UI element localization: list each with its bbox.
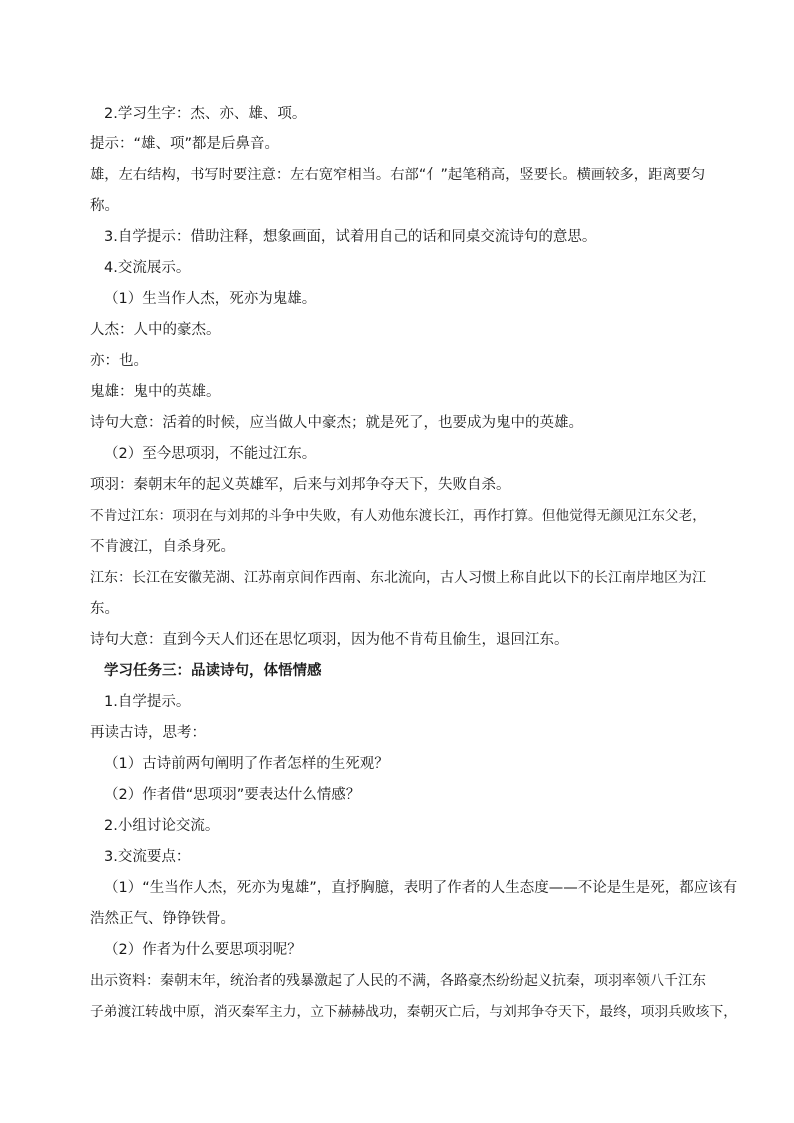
text-line: 雄，左右结构，书写时要注意：左右宽窄相当。右部“亻”起笔稍高，竖要长。横画较多，距离要匀: [90, 167, 706, 183]
text-line: （2）至今思项羽，不能过江东。: [104, 446, 317, 462]
text-line: 东。: [90, 601, 119, 617]
text-line: 出示资料：秦朝末年，统治者的残暴激起了人民的不满，各路豪杰纷纷起义抗秦，项羽率领八千江东: [90, 973, 706, 989]
text-line: 不肯过江东：项羽在与刘邦的斗争中失败，有人劝他东渡长江，再作打算。但他觉得无颜见江东父老，: [90, 508, 706, 524]
text-line: 诗句大意：活着的时候，应当做人中豪杰；就是死了，也要成为鬼中的英雄。: [90, 415, 583, 431]
text-line: 浩然正气、铮铮铁骨。: [90, 911, 235, 927]
text-line: 鬼雄：鬼中的英雄。: [90, 384, 221, 400]
text-line: （2）作者借“思项羽”要表达什么情感？: [104, 787, 361, 803]
text-line: 项羽：秦朝末年的起义英雄军，后来与刘邦争夺天下，失败自杀。: [90, 477, 511, 493]
text-line: 人杰：人中的豪杰。: [90, 322, 221, 338]
text-line: 再读古诗，思考：: [90, 725, 206, 741]
text-line: 子弟渡江转战中原，消灭秦军主力，立下赫赫战功，秦朝灭亡后，与刘邦争夺天下，最终，项羽兵败垓下，: [90, 1004, 737, 1020]
text-line: 江东：长江在安徽芜湖、江苏南京间作西南、东北流向，古人习惯上称自此以下的长江南岸地区为江: [90, 570, 706, 586]
text-line: 诗句大意：直到今天人们还在思忆项羽，因为他不肯苟且偷生，退回江东。: [90, 632, 569, 648]
text-line: （1）生当作人杰，死亦为鬼雄。: [104, 291, 317, 307]
text-line: 2.小组讨论交流。: [104, 818, 220, 834]
text-line: （2）作者为什么要思项羽呢？: [104, 942, 302, 958]
text-line: 不肯渡江，自杀身死。: [90, 539, 235, 555]
text-line: 3.交流要点：: [104, 849, 191, 865]
text-line: （1）“生当作人杰，死亦为鬼雄”，直抒胸臆，表明了作者的人生态度——不论是生是死，都应该有: [104, 880, 738, 896]
text-line: 提示：“雄、项”都是后鼻音。: [90, 136, 280, 152]
text-line: 亦：也。: [90, 353, 148, 369]
text-line: （1）古诗前两句阐明了作者怎样的生死观？: [104, 756, 389, 772]
text-line: 2.学习生字：杰、亦、雄、项。: [104, 106, 307, 122]
text-line: 4.交流展示。: [104, 260, 191, 276]
section-heading: 学习任务三：品读诗句，体悟情感: [104, 663, 322, 679]
text-line: 1.自学提示。: [104, 694, 191, 710]
text-line: 3.自学提示：借助注释，想象画面，试着用自己的话和同桌交流诗句的意思。: [104, 229, 597, 245]
text-line: 称。: [90, 198, 119, 214]
